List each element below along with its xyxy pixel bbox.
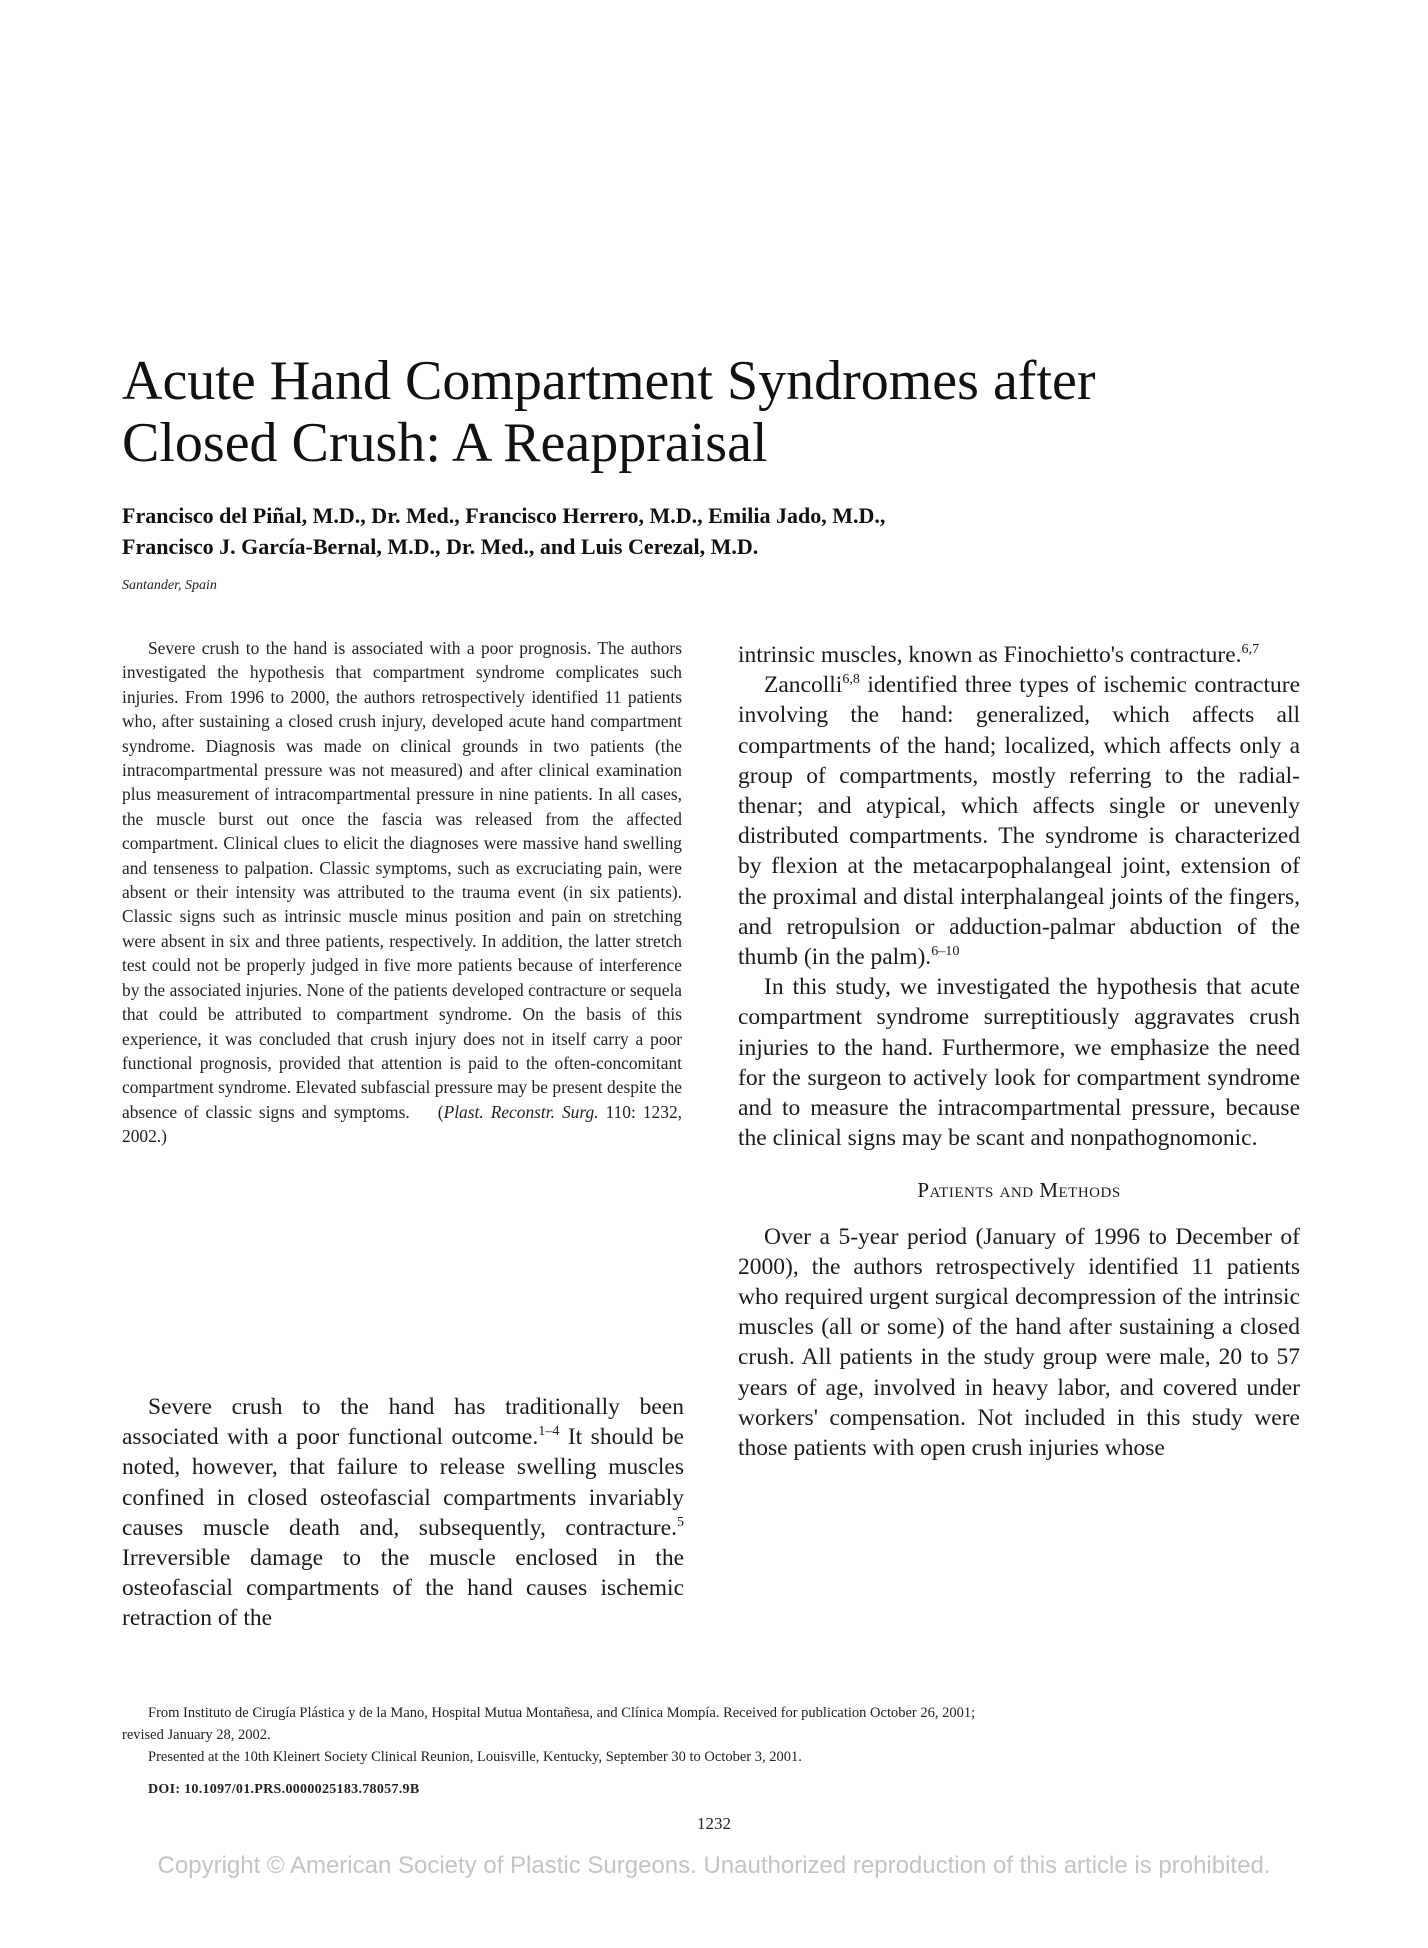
doi: DOI: 10.1097/01.PRS.0000025183.78057.9B	[148, 1782, 420, 1797]
footnote-received: From Instituto de Cirugía Plástica y de la Mano, Hospital Mutua Montañesa, and Clínica Mompía. Received for publication October 26, 2001;	[148, 1705, 976, 1721]
intro-text-c: Irreversible damage to the muscle enclosed in the osteofascial compartments of the hand causes ischemic retraction of the	[122, 1545, 684, 1632]
zancolli-text-b: identified three types of ischemic contracture involving the hand: generalized, which affects all compartments of the hand; localized, which affects only a group of compartments, mostly referring to the radial-thenar; and atypical, which affects single or unevenly distributed compartments. The syndrome is characterized by flexion at the metacarpophalangeal joint, extension of the proximal and distal interphalangeal joints of the fingers, and retropulsion or adduction-palmar abduction of the thumb (in the palm).	[738, 672, 1300, 971]
abstract	[122, 636, 682, 1149]
citation-journal: Plast. Reconstr. Surg.	[443, 1101, 599, 1122]
footnote-revised: revised January 28, 2002.	[122, 1727, 271, 1743]
hypothesis-paragraph: In this study, we investigated the hypothesis that acute compartment syndrome surreptitiously aggravates crush injuries to the hand. Furthermore, we emphasize the need for the surgeon to actively look for compartment syndrome and to measure the intracompartmental pressure, because the clinical signs may be scant and nonpathognomonic.	[738, 974, 1300, 1152]
footnote-presented: Presented at the 10th Kleinert Society Clinical Reunion, Louisville, Kentucky, September 30 to October 3, 2001.	[148, 1749, 802, 1765]
title-line-2: Closed Crush: A Reappraisal	[122, 412, 768, 474]
authors-line-2: Francisco J. García-Bernal, M.D., Dr. Med., and Luis Cerezal, M.D.	[122, 534, 759, 559]
intro-paragraph	[122, 1392, 684, 1634]
zancolli-text-a: Zancolli	[764, 672, 843, 699]
zancolli-paragraph	[738, 670, 1300, 972]
citation-ref: 6,7	[1241, 641, 1260, 658]
abstract-citation: (Plast. Reconstr. Surg. 110: 1232, 2002.)	[122, 1101, 682, 1147]
abstract-paragraph	[122, 636, 682, 1149]
page-number: 1232	[697, 1814, 731, 1833]
copyright-watermark: Copyright © American Society of Plastic Surgeons. Unauthorized reproduction of this article is prohibited.	[157, 1852, 1271, 1879]
methods-paragraph: Over a 5-year period (January of 1996 to December of 2000), the authors retrospectively identified 11 patients who required urgent surgical decompression of the intrinsic muscles (all or some) of the hand after sustaining a closed crush. All patients in the study group were male, 20 to 57 years of age, involved in heavy labor, and covered under workers' compensation. Not included in this study were those patients with open crush injuries whose	[738, 1223, 1300, 1462]
body-column-right	[738, 640, 1300, 1463]
citation-ref: 1–4	[538, 1423, 560, 1440]
footnotes	[122, 1702, 1302, 1768]
citation-details: 110: 1232, 2002.)	[122, 1101, 682, 1147]
authors-line-1: Francisco del Piñal, M.D., Dr. Med., Francisco Herrero, M.D., Emilia Jado, M.D.,	[122, 503, 886, 528]
citation-ref: 6,8	[842, 671, 860, 688]
continued-paragraph	[738, 640, 1300, 670]
continued-text: intrinsic muscles, known as Finochietto's contracture.	[738, 642, 1242, 668]
author-list	[122, 500, 1302, 562]
intro-text-a: Severe crush to the hand has traditionally been associated with a poor functional outcome.	[122, 1394, 684, 1451]
affiliation: Santander, Spain	[122, 578, 217, 593]
article-title	[122, 350, 1302, 474]
abstract-text: Severe crush to the hand is associated with a poor prognosis. The authors investigated the hypothesis that compartment syndrome complicates such injuries. From 1996 to 2000, the authors retrospectively identified 11 patients who, after sustaining a closed crush injury, developed acute hand compartment syndrome. Diagnosis was made on clinical grounds in two patients (the intracompartmental pressure was not measured) and after clinical examination plus measurement of intracompartmental pressure in nine patients. In all cases, the muscle burst out once the fascia was released from the affected compartment. Clinical clues to elicit the diagnoses were massive hand swelling and tenseness to palpation. Classic symptoms, such as excruciating pain, were absent or their intensity was attributed to the trauma event (in six patients). Classic signs such as intrinsic muscle minus position and pain on stretching were absent in six and three patients, respectively. In addition, the latter stretch test could not be properly judged in five more patients because of interference by the associated injuries. None of the patients developed contracture or sequela that could be attributed to compartment syndrome. On the basis of this experience, it was concluded that crush injury does not in itself carry a poor functional prognosis, provided that attention is paid to the often-concomitant compartment syndrome. Elevated subfascial pressure may be present despite the absence of classic signs and symptoms.	[122, 638, 682, 1122]
intro-text-b: It should be noted, however, that failure to release swelling muscles confined in closed osteofascial compartments invariably causes muscle death and, subsequently, contracture.	[122, 1424, 684, 1541]
title-line-1: Acute Hand Compartment Syndromes after	[122, 350, 1096, 412]
citation-ref: 6–10	[931, 943, 960, 960]
citation-ref: 5	[676, 1513, 684, 1530]
body-column-left	[122, 1392, 684, 1634]
section-heading: Patients and Methods	[917, 1178, 1121, 1203]
